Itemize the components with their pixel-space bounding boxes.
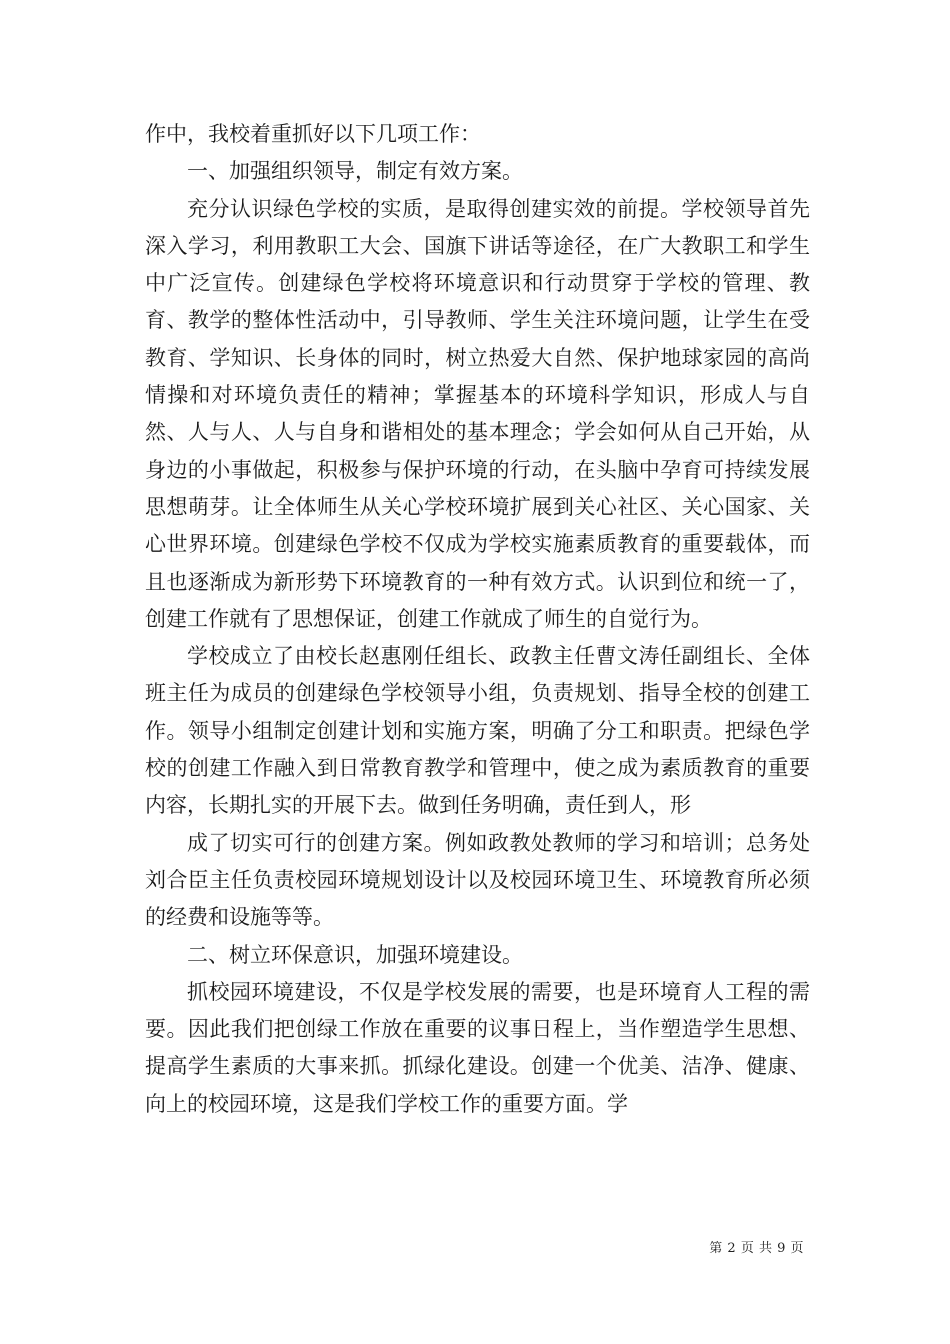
paragraph-body: 充分认识绿色学校的实质，是取得创建实效的前提。学校领导首先深入学习，利用教职工大会、国旗下讲话等途径，在广大教职工和学生中广泛宣传。创建绿色学校将环境意识和行动贯穿于学校的管理、教育、教学的整体性活动中，引导教师、学生关注环境问题，让学生在受教育、学知识、长身体的同时，树立热爱大自然、保护地球家园的高尚情操和对环境负责任的精神；掌握基本的环境科学知识，形成人与自然、人与人、人与自身和谐相处的基本理念；学会如何从自己开始，从身边的小事做起，积极参与保护环境的行动，在头脑中孕育可持续发展思想萌芽。让全体师生从关心学校环境扩展到关心社区、关心国家、关心世界环境。创建绿色学校不仅成为学校实施素质教育的重要载体，而且也逐渐成为新形势下环境教育的一种有效方式。认识到位和统一了，创建工作就有了思想保证，创建工作就成了师生的自觉行为。 — [145, 196, 810, 631]
paragraph-body: 抓校园环境建设，不仅是学校发展的需要，也是环境育人工程的需要。因此我们把创绿工作放在重要的议事日程上，当作塑造学生思想、提高学生素质的大事来抓。抓绿化建设。创建一个优美、洁净、健康、向上的校园环境，这是我们学校工作的重要方面。学 — [145, 979, 810, 1116]
paragraph-continuation: 作中，我校着重抓好以下几项工作： — [145, 122, 481, 146]
paragraph-body: 成了切实可行的创建方案。例如政教处教师的学习和培训；总务处刘合臣主任负责校园环境规划设计以及校园环境卫生、环境教育所必须的经费和设施等等。 — [145, 830, 810, 930]
section-heading-1: 一、加强组织领导，制定有效方案。 — [187, 159, 523, 184]
paragraph-body: 学校成立了由校长赵惠刚任组长、政教主任曹文涛任副组长、全体班主任为成员的创建绿色学校领导小组，负责规划、指导全校的创建工作。领导小组制定创建计划和实施方案，明确了分工和职责。把绿色学校的创建工作融入到日常教育教学和管理中，使之成为素质教育的重要内容，长期扎实的开展下去。做到任务明确，责任到人，形 — [145, 644, 810, 818]
page-number-footer: 第 2 页 共 9 页 — [709, 1241, 804, 1256]
document-body — [145, 116, 810, 1123]
section-heading-2: 二、树立环保意识，加强环境建设。 — [187, 942, 523, 967]
